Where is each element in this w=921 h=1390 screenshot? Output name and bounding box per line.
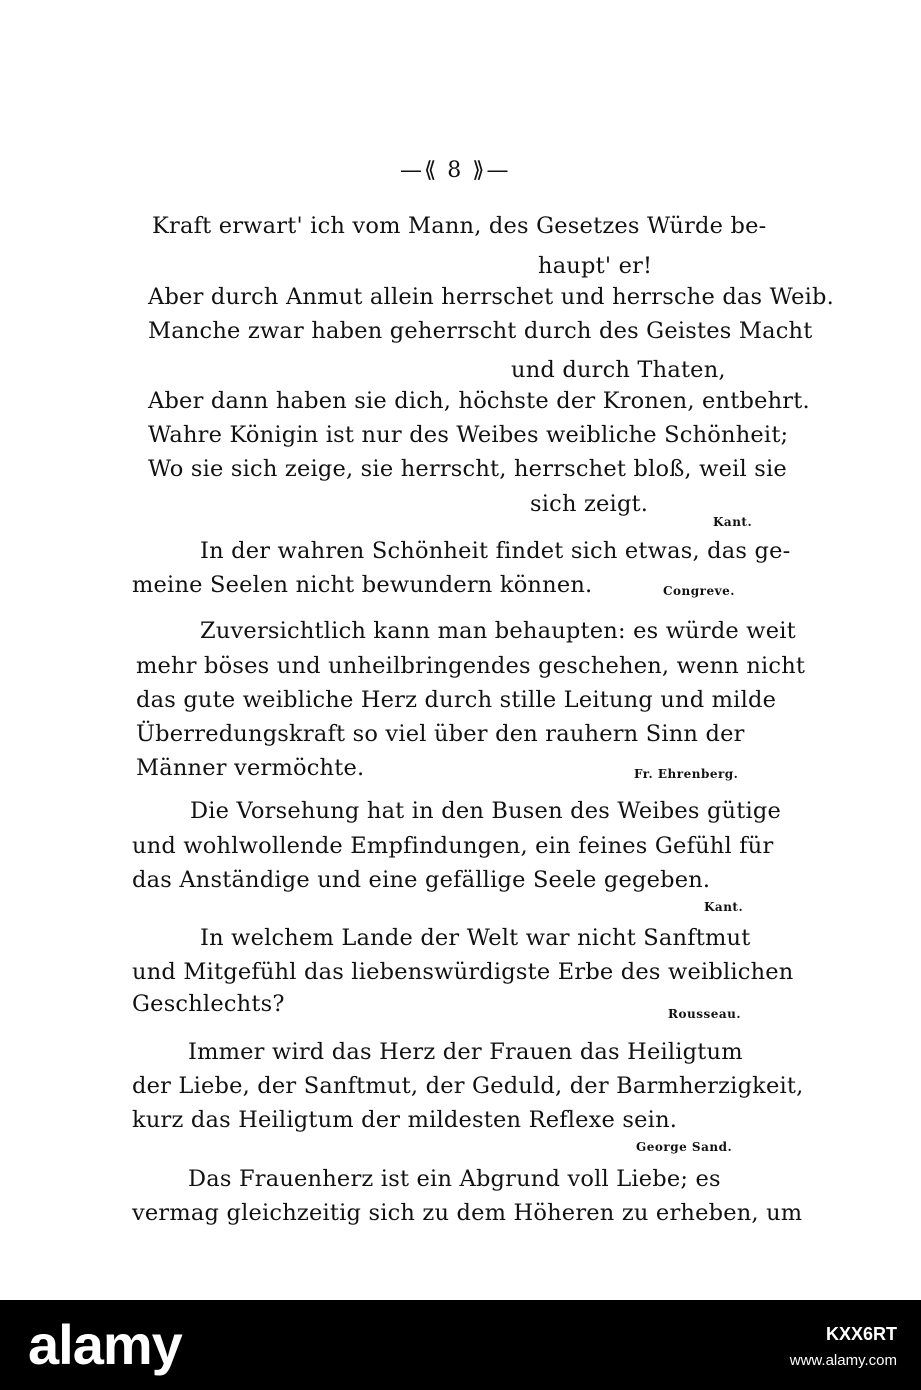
text-line: und durch Thaten, (511, 357, 726, 383)
text-line: der Liebe, der Sanftmut, der Geduld, der Barmherzigkeit, (132, 1073, 804, 1099)
site-url: www.alamy.com (789, 1352, 897, 1369)
attribution: Kant. (713, 515, 753, 529)
text-line: Das Frauenherz ist ein Abgrund voll Liebe; es (188, 1166, 721, 1192)
text-line: sich zeigt. (530, 491, 649, 517)
text-line: In der wahren Schönheit findet sich etwas, das ge- (200, 538, 791, 564)
text-line: Zuversichtlich kann man behaupten: es würde weit (200, 618, 796, 644)
attribution: Fr. Ehrenberg. (634, 767, 739, 781)
brand-logo: alamy (28, 1313, 182, 1376)
text-line: und wohlwollende Empfindungen, ein feines Gefühl für (132, 833, 774, 859)
text-line: haupt' er! (538, 253, 653, 279)
text-line: das gute weibliche Herz durch stille Leitung und milde (136, 687, 777, 713)
text-line: Aber durch Anmut allein herrschet und herrsche das Weib. (148, 284, 834, 310)
text-line: In welchem Lande der Welt war nicht Sanftmut (200, 925, 751, 951)
text-line: meine Seelen nicht bewundern können. (132, 572, 593, 598)
image-id: KXX6RT (825, 1324, 897, 1344)
text-line: Die Vorsehung hat in den Busen des Weibes gütige (190, 798, 781, 824)
attribution: Congreve. (663, 584, 735, 598)
text-line: mehr böses und unheilbringendes geschehen, wenn nicht (136, 653, 806, 679)
text-line: Kraft erwart' ich vom Mann, des Gesetzes Würde be- (152, 213, 767, 239)
text-line: Überredungskraft so viel über den rauhern Sinn der (136, 721, 745, 747)
text-line: vermag gleichzeitig sich zu dem Höheren zu erheben, um (132, 1200, 803, 1226)
text-line: das Anständige und eine gefällige Seele gegeben. (132, 867, 711, 893)
watermark-banner (0, 1300, 921, 1390)
text-line: kurz das Heiligtum der mildesten Reflexe sein. (132, 1107, 678, 1133)
text-line: und Mitgefühl das liebenswürdigste Erbe des weiblichen (132, 959, 794, 985)
text-line: Aber dann haben sie dich, höchste der Kronen, entbehrt. (148, 388, 810, 414)
text-line: Wahre Königin ist nur des Weibes weibliche Schönheit; (148, 422, 789, 448)
text-line: Immer wird das Herz der Frauen das Heiligtum (188, 1039, 743, 1065)
attribution: Kant. (704, 900, 744, 914)
text-line: Geschlechts? (132, 991, 285, 1017)
attribution: Rousseau. (668, 1007, 742, 1021)
page-number: —⟪ 8 ⟫— (400, 158, 511, 183)
attribution: George Sand. (636, 1140, 733, 1154)
text-line: Manche zwar haben geherrscht durch des Geistes Macht (148, 318, 813, 344)
text-line: Wo sie sich zeige, sie herrscht, herrschet bloß, weil sie (148, 456, 787, 482)
text-line: Männer vermöchte. (136, 755, 365, 781)
